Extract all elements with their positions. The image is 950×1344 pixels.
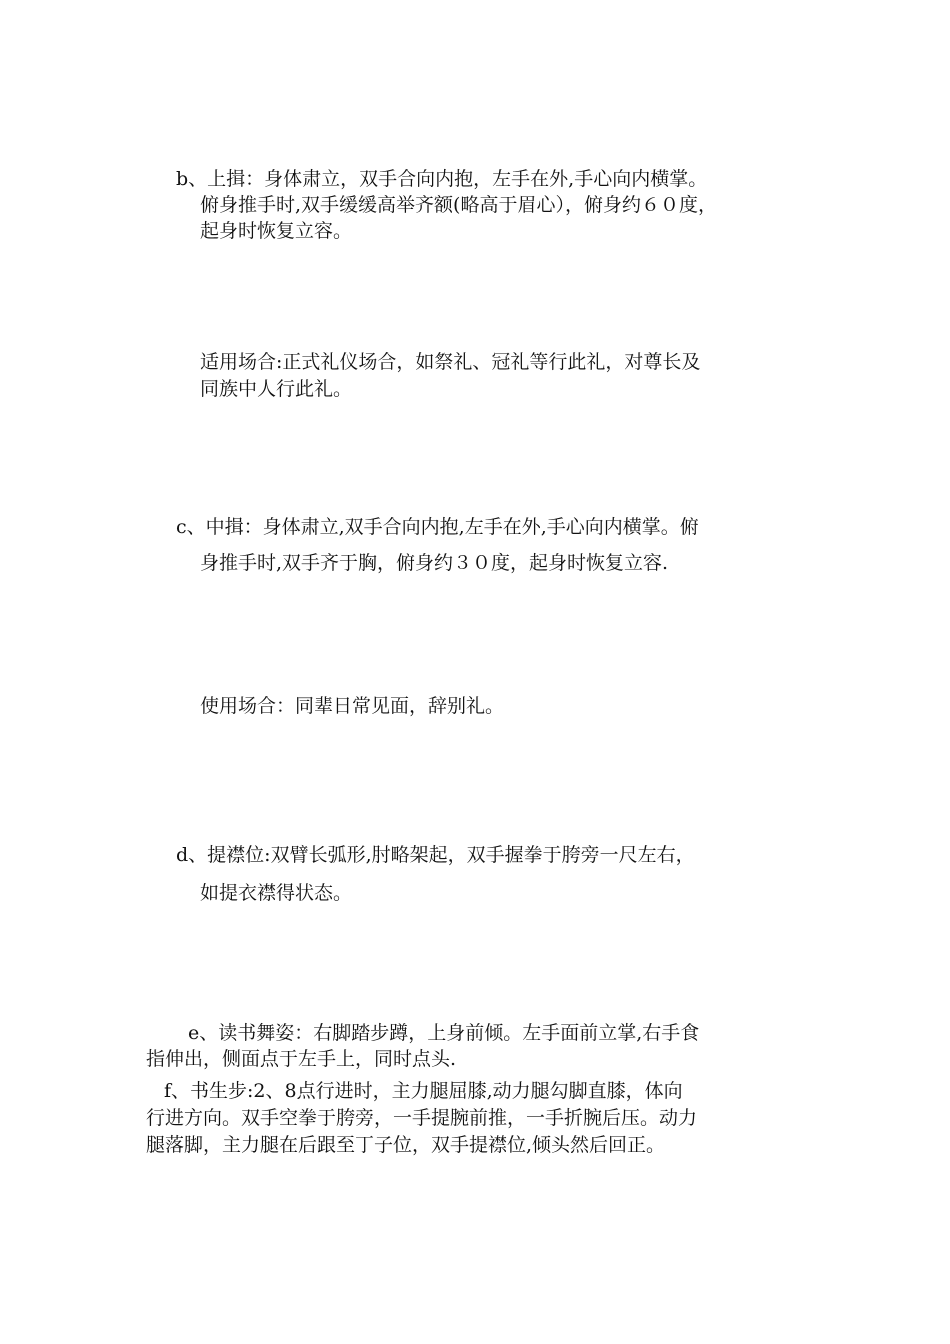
paragraph-line: 行进方向。双手空拳于胯旁，一手提腕前推，一手折腕后压。动力 [146, 1107, 698, 1129]
paragraph-line: e、读书舞姿：右脚踏步蹲，上身前倾。左手面前立掌,右手食 [188, 1022, 700, 1044]
paragraph-line: 指伸出，侧面点于左手上，同时点头. [146, 1048, 457, 1070]
paragraph-line: d、提襟位:双臂长弧形,肘略架起，双手握拳于胯旁一尺左右， [176, 844, 695, 866]
paragraph-c-occasion [200, 691, 504, 721]
paragraph-c-middle-bow [176, 509, 699, 581]
paragraph-e-reading-dance-pose [146, 1020, 699, 1072]
paragraph-line: 如提衣襟得状态。 [200, 882, 353, 904]
paragraph-line: 身推手时,双手齐于胸，俯身约３０度，起身时恢复立容. [200, 552, 669, 574]
paragraph-line: b、上揖：身体肃立，双手合向内抱，左手在外,手心向内横掌。 [176, 168, 708, 190]
paragraph-line: c、中揖：身体肃立,双手合向内抱,左手在外,手心向内横掌。俯 [176, 516, 699, 538]
paragraph-line: 同族中人行此礼。 [200, 378, 353, 400]
paragraph-line: f、书生步:2、8点行进时，主力腿屈膝,动力腿勾脚直膝，体向 [164, 1080, 683, 1102]
paragraph-b-upper-bow [176, 166, 717, 244]
paragraph-line: 使用场合：同辈日常见面，辞别礼。 [200, 695, 505, 717]
paragraph-b-occasion [200, 349, 700, 403]
paragraph-line: 俯身推手时,双手缓缓高举齐额(略高于眉心），俯身约６０度， [200, 194, 717, 216]
paragraph-f-scholar-step [146, 1078, 697, 1159]
paragraph-line: 腿落脚，主力腿在后跟至丁子位，双手提襟位,倾头然后回正。 [146, 1134, 666, 1156]
paragraph-d-lapel-position [176, 836, 695, 912]
paragraph-line: 适用场合:正式礼仪场合，如祭礼、冠礼等行此礼，对尊长及 [200, 351, 701, 373]
paragraph-line: 起身时恢复立容。 [200, 220, 353, 242]
